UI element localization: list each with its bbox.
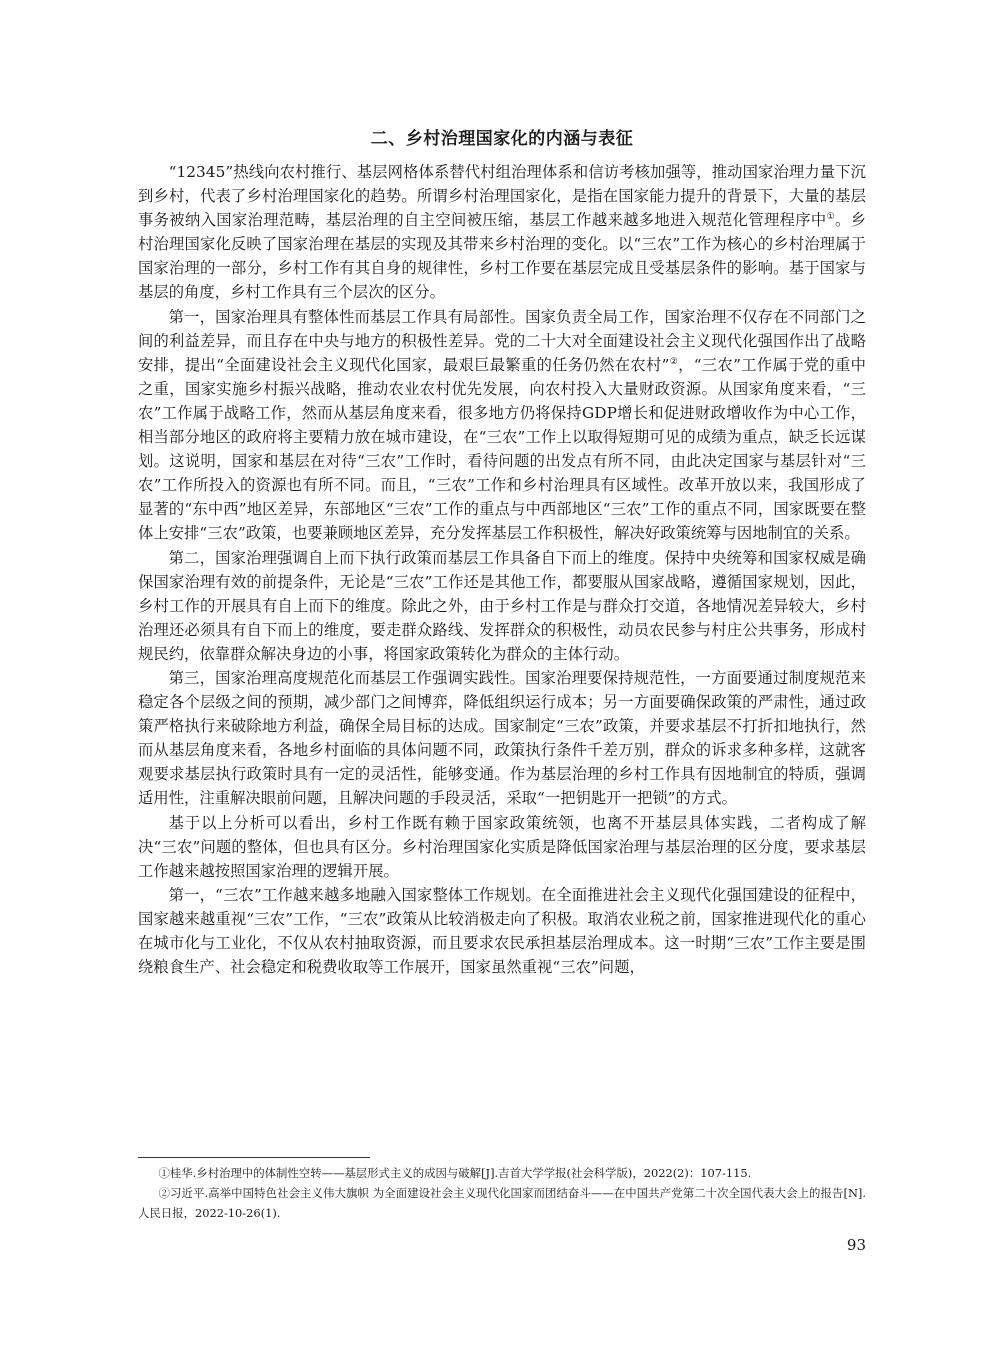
paragraph-text: “12345”热线向农村推行、基层网格体系替代村组治理体系和信访考核加强等，推动国家治理力量下沉到乡村，代表了乡村治理国家化的趋势。所谓乡村治理国家化，是指在国家能力提升的背景下，大量的基层事务被纳入国家治理范畴，基层治理的自主空间被压缩，基层工作越来越多地进入规范化管理程序中 (138, 163, 866, 230)
paragraph-text-continued: ，“三农”工作属于党的重中之重，国家实施乡村振兴战略，推动农业农村优先发展，向农村投入大量财政资源。从国家角度来看，“三农”工作属于战略工作，然而从基层角度来看，很多地方仍将保持GDP增长和促进财政增收作为中心工作，相当部分地区的政府将主要精力放在城市建设，在“三农”工作上以取得短期可见的成绩为重点，缺乏长远谋划。这说明，国家和基层在对待“三农”工作时，看待问题的出发点有所不同，由此决定国家与基层针对“三农”工作所投入的资源也有所不同。而且，“三农”工作和乡村治理具有区域性。改革开放以来，我国形成了显著的“东中西”地区差异，东部地区“三农”工作的重点与中西部地区“三农”工作的重点不同，国家既要在整体上安排“三农”政策，也要兼顾地区差异，充分发挥基层工作积极性，解决好政策统筹与因地制宜的关系。 (138, 355, 866, 543)
footnote-ref-1[interactable]: ① (826, 212, 835, 223)
paragraph-1 (138, 160, 866, 305)
footnote-1: ①桂华.乡村治理中的体制性空转——基层形式主义的成因与破解[J].吉首大学学报(社会科学版)，2022(2)：107-115. (158, 1166, 752, 1180)
section-title: 二、乡村治理国家化的内涵与表征 (370, 129, 634, 149)
footnotes (138, 1163, 866, 1223)
footnote-2: ②习近平.高举中国特色社会主义伟大旗帜 为全面建设社会主义现代化国家而团结奋斗——在中国共产党第二十次全国代表大会上的报告[N].人民日报，2022-10-26(1). (138, 1186, 866, 1220)
page-number: 93 (846, 1236, 866, 1254)
paragraph-3: 第二，国家治理强调自上而下执行政策而基层工作具备自下而上的维度。保持中央统筹和国家权威是确保国家治理有效的前提条件，无论是“三农”工作还是其他工作，都要服从国家战略，遵循国家规划，因此，乡村工作的开展具有自上而下的维度。除此之外，由于乡村工作是与群众打交道，各地情况差异较大，乡村治理还必须具有自下而上的维度，要走群众路线、发挥群众的积极性，动员农民参与村庄公共事务，形成村规民约，依靠群众解决身边的小事，将国家政策转化为群众的主体行动。 (138, 548, 866, 663)
paragraph-4: 第三，国家治理高度规范化而基层工作强调实践性。国家治理要保持规范性，一方面要通过制度规范来稳定各个层级之间的预期，减少部门之间博弈，降低组织运行成本；另一方面要确保政策的严肃性，通过政策严格执行来破除地方利益，确保全局目标的达成。国家制定“三农”政策，并要求基层不打折扣地执行，然而从基层角度来看，各地乡村面临的具体问题不同，政策执行条件千差万别，群众的诉求多种多样，这就客观要求基层执行政策时具有一定的灵活性，能够变通。作为基层治理的乡村工作具有因地制宜的特质，强调适用性，注重解决眼前问题，且解决问题的手段灵活，采取“一把钥匙开一把锁”的方式。 (138, 668, 866, 808)
footnote-divider (138, 1157, 370, 1158)
paragraph-text-continued: 。乡村治理国家化反映了国家治理在基层的实现及其带来乡村治理的变化。以“三农”工作为核心的乡村治理属于国家治理的一部分，乡村工作有其自身的规律性，乡村工作要在基层完成且受基层条件的影响。基于国家与基层的角度，乡村工作具有三个层次的区分。 (138, 211, 866, 302)
paragraph-text: 第一，国家治理具有整体性而基层工作具有局部性。国家负责全局工作，国家治理不仅存在不同部门之间的利益差异，而且存在中央与地方的积极性差异。党的二十大对全面建设社会主义现代化强国作出了战略安排，提出“全面建设社会主义现代化国家，最艰巨最繁重的任务仍然在农村” (138, 307, 866, 374)
paragraph-6: 第一，“三农”工作越来越多地融入国家整体工作规划。在全面推进社会主义现代化强国建设的征程中，国家越来越重视“三农”工作，“三农”政策从比较消极走向了积极。取消农业税之前，国家推进现代化的重心在城市化与工业化，不仅从农村抽取资源，而且要求农民承担基层治理成本。这一时期“三农”工作主要是围绕粮食生产、社会稳定和税费收取等工作展开，国家虽然重视“三农”问题， (138, 885, 866, 977)
paragraph-5: 基于以上分析可以看出，乡村工作既有赖于国家政策统领，也离不开基层具体实践，二者构成了解决“三农”问题的整体，但也具有区分。乡村治理国家化实质是降低国家治理与基层治理的区分度，要求基层工作越来越按照国家治理的逻辑开展。 (138, 813, 866, 880)
paragraph-2 (138, 305, 866, 546)
footnote-ref-2[interactable]: ② (669, 356, 679, 367)
body-text (138, 160, 866, 979)
